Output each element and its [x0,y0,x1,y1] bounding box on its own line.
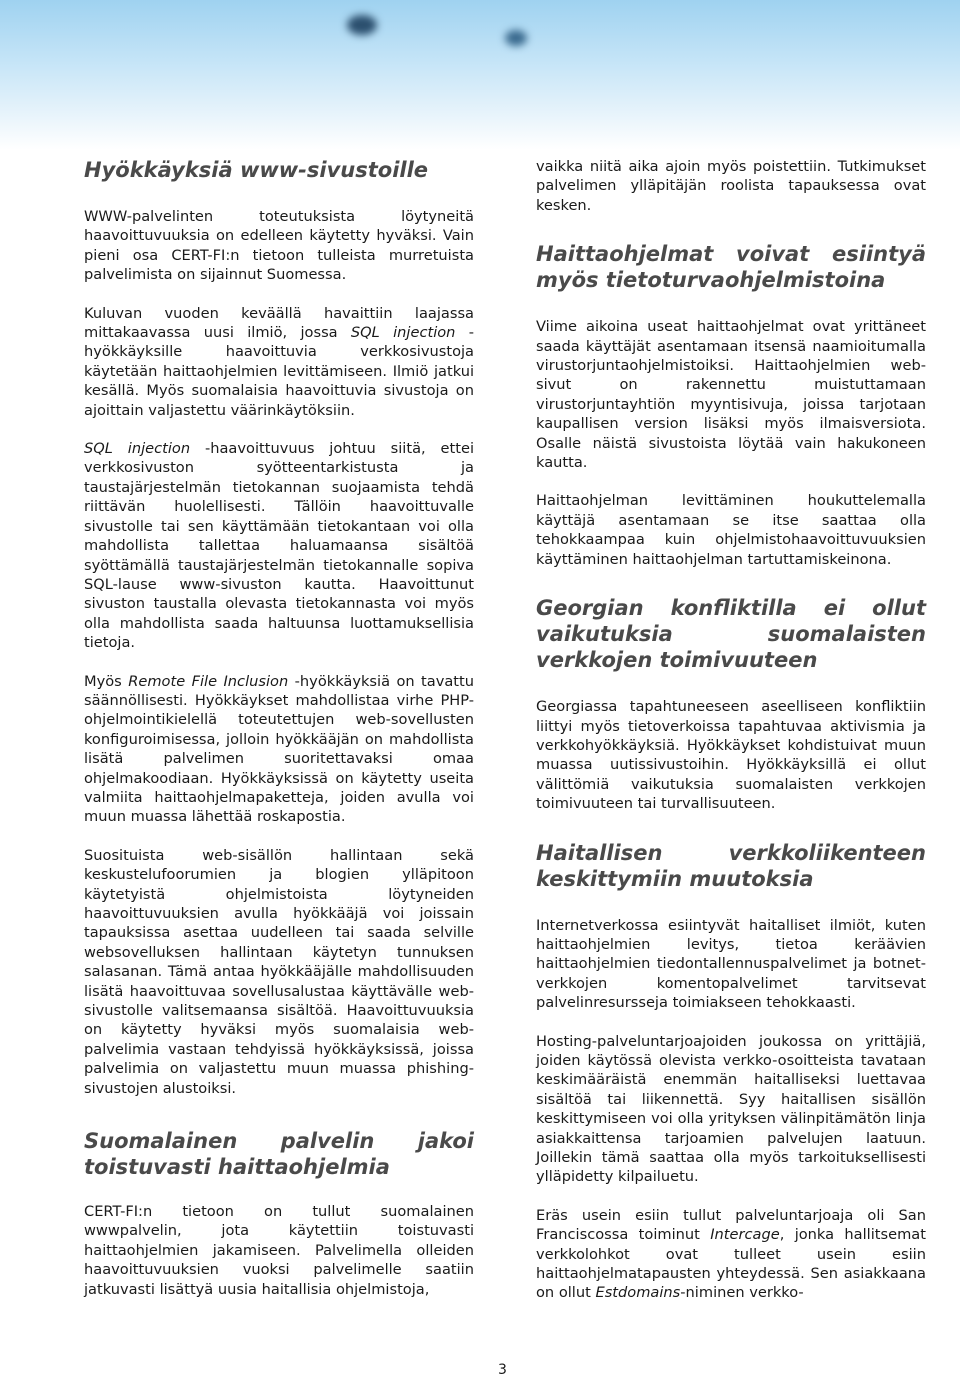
paragraph: SQL injection -haavoittuvuus johtuu siitä, ettei verkkosivuston syötteentarkistusta ja taustajärjestelmän tietokannan suojaamista tehdä riittävän huolellisesti. Tällöin haavoittuvalle sivustolle tai sen käyttämään tietokantaan voi olla mahdollista tallettaa haluamaansa sisältöä syöttämällä taustajärjestelmän tietokannalle sopiva SQL-lause www-sivuston kautta. Haavoittunut sivuston taustalla olevasta tietokannasta voi myös olla mahdollista saada haltuunsa luottamuksellisia tietoja. [84,440,475,652]
paragraph: CERT-FI:n tietoon on tullut suomalainen wwwpalvelin, jota käytettiin toistuvasti haittaohjelmien jakamiseen. Palvelimella olleiden haavoittuvuuksien vuoksi palvelimelle saatiin jatkuvasti lisättyä uusia haitallisia ohjelmistoja, [84,1203,474,1298]
heading-malicious-traffic: Haitallisen verkkoliikenteen keskittymiin muutoksia [536,840,926,891]
paragraph: Hosting-palveluntarjoajoiden joukossa on yrittäjiä, joiden käytössä olevista verkko-osoitteista tavataan keskimääräistä enemmän haitalliseksi luettavaa sisältöä tai liikennettä. Syy haitallisen sisällön keskittymiseen voi olla yrityksen välinpitämätön linja asiakkaittensa tarjoamien palvelujen laatuun. Joillekin tämä saattaa olla myös tarkoituksellisesti ylläpidetty kilpailuetu. [536,1032,926,1186]
right-column [536,150,926,1303]
banner-decoration-dot [505,30,527,46]
paragraph: Myös Remote File Inclusion -hyökkäyksiä on tavattu säännöllisesti. Hyökkäykset mahdollistaa virhe PHP-ohjelmointikielellä toteutettujen web-sovellusten konfiguroimisessa, jolloin hyökkääjän on mahdollista lisätä palvelimen suoritettavaksi omaa ohjelmakoodiaan. Hyökkäyksissä on käytetty useita valmiita haittaohjelmapaketteja, joiden avulla voi muun muassa lähettää roskapostia. [84,672,474,826]
paragraph: Haittaohjelman levittäminen houkuttelemalla käyttäjä asentamaan se itse saattaa olla tehokkaampaa kuin ohjelmistohaavoittuvuuksien käyttäminen haittaohjelman tartuttamiskeinona. [536,492,926,568]
paragraph: WWW-palvelinten toteutuksista löytyneitä haavoittuvuuksia on edelleen käytetty hyväksi. Vain pieni osa CERT-FI:n tietoon tulleista murretuista palvelimista on sijainnut Suomessa. [84,208,474,284]
banner-decoration-dot [347,15,377,35]
paragraph: Eräs usein esiin tullut palveluntarjoaja oli San Franciscossa toiminut Intercage, jonka hallitsemat verkkolohkot ovat tulleet usein esiin haittaohjelmatapausten yhteydessä. Sen asiakkaana on ollut Estdomains-niminen verkko- [536,1206,926,1302]
heading-georgian-conflict: Georgian konfliktilla ei ollut vaikutuksia suomalaisten verkkojen toimivuuteen [536,596,926,673]
heading-finnish-server: Suomalainen palvelin jakoi toistuvasti haittaohjelmia [84,1129,474,1180]
paragraph: Viime aikoina useat haittaohjelmat ovat yrittäneet saada käyttäjät asentamaan itsensä naamioitumalla virustorjuntaohjelmistoiksi. Haittaohjelmien web-sivut on rakennettu muistuttamaan virustorjuntayhtiön myyntisivuja, joissa tarjotaan kaupallisen version lisäksi myös ilmaisversiota. Osalle näistä sivustoista löytää vain hakukoneen kautta. [536,318,926,472]
header-banner [0,0,960,150]
paragraph: Kuluvan vuoden keväällä havaittiin laajassa mittakaavassa uusi ilmiö, jossa SQL injection -hyökkäyksille haavoittuvia verkkosivustoja käytetään haittaohjelmien levittämiseen. Ilmiö jatkui kesällä. Myös suomalaisia haavoittuvia sivustoja on ajoittain valjastettu väärinkäytöksiin. [84,304,474,419]
paragraph: vaikka niitä aika ajoin myös poistettiin. Tutkimukset palvelimen ylläpitäjän roolista tapauksessa ovat kesken. [536,158,926,214]
page-number: 3 [498,1362,507,1378]
heading-malware-as-security-software: Haittaohjelmat voivat esiintyä myös tietoturvaohjelmistoina [536,242,926,293]
paragraph: Internetverkossa esiintyvät haitalliset ilmiöt, kuten haittaohjelmien levitys, tietoa keräävien haittaohjelmien tiedontallennuspalvelimet ja botnet-verkkojen komentopalvelimet tarvitsevat palvelinresursseja toimiakseen tehokkaasti. [536,916,926,1012]
heading-website-attacks: Hyökkäyksiä www-sivustoille [84,158,429,182]
paragraph: Suosituista web-sisällön hallintaan sekä keskustelufoorumien ja blogien ylläpitoon käytetyistä ohjelmistoista löytyneiden haavoittuvuuksien avulla hyökkääjä voi joissain tapauksissa asettaa uudelleen tai saada selville websovelluksen hallintaan käytetyn tunnuksen salasanan. Tämä antaa hyökkääjälle mahdollisuuden lisätä haavoittuvaa sovellusalustaa käyttävälle web-sivustolle valitsemaansa sisältöä. Haavoittuvuuksia on käytetty hyväksi myös suomalaisia web-palvelimia vastaan tehdyissä hyökkäyksissä, joissa palvelimia on valjastettu muun muassa phishing-sivustojen alustoiksi. [84,846,474,1097]
paragraph: Georgiassa tapahtuneeseen aseelliseen konfliktiin liittyi myös tietoverkoissa tapahtuvaa aktivismia ja verkkohyökkäyksiä. Hyökkäykset kohdistuivat muun muassa uutissivustoihin. Hyökkäyksillä ei ollut välittömiä vaikutuksia suomalaisten verkkojen toimivuuteen tai turvallisuuteen. [536,698,926,813]
left-column [84,150,474,1299]
